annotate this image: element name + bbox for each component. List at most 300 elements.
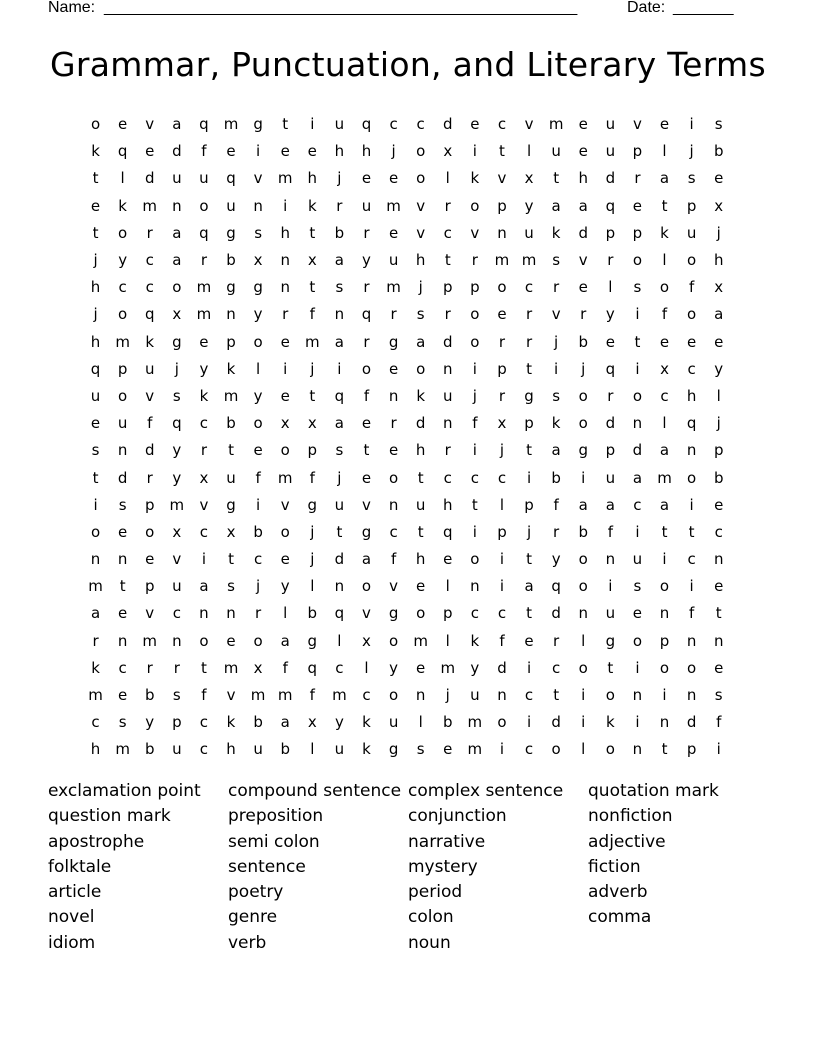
grid-letter[interactable]: h [226, 740, 236, 759]
grid-letter[interactable]: f [607, 522, 613, 541]
grid-letter[interactable]: b [226, 414, 236, 433]
grid-letter[interactable]: o [632, 631, 643, 650]
grid-letter[interactable]: v [145, 115, 155, 134]
grid-letter[interactable]: o [687, 251, 697, 270]
grid-letter[interactable]: k [605, 713, 615, 732]
grid-letter[interactable]: m [467, 713, 483, 732]
grid-letter[interactable]: q [334, 386, 345, 405]
grid-letter[interactable]: b [334, 223, 345, 242]
grid-letter[interactable]: e [416, 577, 426, 596]
grid-letter[interactable]: e [714, 495, 724, 514]
grid-letter[interactable]: s [172, 686, 181, 705]
grid-letter[interactable]: o [551, 740, 561, 759]
grid-letter[interactable]: k [118, 196, 127, 215]
grid-letter[interactable]: a [90, 604, 101, 623]
grid-letter[interactable]: a [551, 441, 561, 460]
grid-letter[interactable]: f [363, 386, 370, 405]
grid-letter[interactable]: o [659, 658, 670, 677]
grid-letter[interactable]: k [660, 223, 669, 242]
grid-letter[interactable]: r [553, 278, 560, 297]
grid-letter[interactable]: m [169, 495, 185, 514]
grid-letter[interactable]: q [199, 223, 209, 242]
grid-letter[interactable]: q [199, 115, 209, 134]
grid-letter[interactable]: e [470, 115, 480, 134]
grid-letter[interactable]: o [361, 577, 372, 596]
grid-letter[interactable]: a [172, 223, 182, 242]
grid-letter[interactable]: t [607, 658, 614, 677]
grid-letter[interactable]: d [415, 414, 426, 433]
grid-letter[interactable]: c [497, 115, 507, 134]
grid-letter[interactable]: g [226, 223, 236, 242]
grid-letter[interactable]: m [115, 332, 130, 351]
grid-letter[interactable]: l [256, 359, 261, 378]
grid-letter[interactable]: a [551, 196, 561, 215]
grid-letter[interactable]: h [415, 251, 426, 270]
grid-letter[interactable]: t [634, 332, 641, 351]
grid-letter[interactable]: t [688, 522, 695, 541]
grid-letter[interactable]: i [499, 550, 505, 569]
grid-letter[interactable]: d [605, 414, 616, 433]
grid-letter[interactable]: e [280, 550, 290, 569]
grid-letter[interactable]: b [551, 468, 561, 487]
grid-letter[interactable]: a [172, 115, 182, 134]
grid-letter[interactable]: n [253, 196, 263, 215]
grid-letter[interactable]: x [497, 414, 507, 433]
grid-letter[interactable]: e [361, 169, 372, 188]
grid-letter[interactable]: l [581, 631, 586, 650]
grid-letter[interactable]: c [470, 468, 479, 487]
grid-letter[interactable]: y [551, 550, 561, 569]
grid-letter[interactable]: x [226, 522, 236, 541]
grid-letter[interactable]: o [416, 604, 426, 623]
grid-letter[interactable]: v [145, 386, 155, 405]
grid-letter[interactable]: e [714, 332, 724, 351]
grid-letter[interactable]: t [282, 115, 289, 134]
grid-letter[interactable]: s [552, 386, 561, 405]
grid-letter[interactable]: n [686, 631, 697, 650]
grid-letter[interactable]: t [661, 522, 668, 541]
grid-letter[interactable]: g [253, 278, 263, 297]
grid-letter[interactable]: u [605, 468, 616, 487]
grid-letter[interactable]: e [686, 332, 697, 351]
grid-letter[interactable]: t [553, 686, 560, 705]
grid-letter[interactable]: t [553, 169, 560, 188]
grid-letter[interactable]: f [255, 468, 261, 487]
grid-letter[interactable]: t [715, 604, 722, 623]
grid-letter[interactable]: k [145, 332, 155, 351]
grid-letter[interactable]: d [172, 142, 182, 161]
grid-letter[interactable]: r [336, 196, 343, 215]
grid-letter[interactable]: n [659, 713, 670, 732]
grid-letter[interactable]: c [389, 522, 398, 541]
grid-letter[interactable]: p [659, 631, 670, 650]
grid-letter[interactable]: u [172, 577, 182, 596]
grid-letter[interactable]: c [91, 713, 100, 732]
grid-letter[interactable]: g [388, 604, 399, 623]
grid-letter[interactable]: l [283, 604, 288, 623]
grid-letter[interactable]: h [307, 169, 318, 188]
grid-letter[interactable]: s [714, 686, 723, 705]
grid-letter[interactable]: c [118, 658, 127, 677]
grid-letter[interactable]: o [578, 658, 588, 677]
grid-letter[interactable]: u [470, 686, 480, 705]
grid-letter[interactable]: o [361, 359, 372, 378]
grid-letter[interactable]: u [551, 142, 561, 161]
grid-letter[interactable]: j [93, 305, 98, 324]
grid-letter[interactable]: t [661, 196, 668, 215]
grid-letter[interactable]: f [499, 631, 505, 650]
grid-letter[interactable]: h [90, 278, 101, 297]
grid-letter[interactable]: s [335, 278, 344, 297]
grid-letter[interactable]: t [92, 223, 99, 242]
grid-letter[interactable]: v [416, 223, 426, 242]
grid-letter[interactable]: r [200, 441, 207, 460]
grid-letter[interactable]: j [689, 142, 694, 161]
grid-letter[interactable]: i [526, 658, 532, 677]
grid-letter[interactable]: a [334, 332, 344, 351]
grid-letter[interactable]: n [443, 359, 453, 378]
grid-letter[interactable]: f [147, 414, 153, 433]
grid-letter[interactable]: e [118, 604, 128, 623]
grid-letter[interactable]: k [226, 713, 236, 732]
grid-letter[interactable]: r [607, 251, 614, 270]
grid-letter[interactable]: l [337, 631, 342, 650]
grid-letter[interactable]: t [417, 522, 424, 541]
grid-letter[interactable]: y [605, 305, 615, 324]
grid-letter[interactable]: i [635, 658, 640, 677]
name-line[interactable]: _______________________________________________________ [104, 0, 577, 16]
grid-letter[interactable]: m [386, 278, 401, 297]
grid-letter[interactable]: i [283, 196, 288, 215]
grid-letter[interactable]: g [253, 115, 263, 134]
grid-letter[interactable]: n [686, 686, 697, 705]
grid-letter[interactable]: p [117, 359, 128, 378]
grid-letter[interactable]: m [304, 332, 320, 351]
grid-letter[interactable]: c [335, 658, 344, 677]
grid-letter[interactable]: p [226, 332, 236, 351]
grid-letter[interactable]: o [253, 631, 263, 650]
grid-letter[interactable]: n [578, 604, 588, 623]
grid-letter[interactable]: y [172, 441, 182, 460]
grid-letter[interactable]: y [145, 713, 155, 732]
grid-letter[interactable]: n [172, 631, 182, 650]
grid-letter[interactable]: x [714, 278, 724, 297]
grid-letter[interactable]: o [659, 278, 670, 297]
grid-letter[interactable]: o [470, 305, 480, 324]
grid-letter[interactable]: l [445, 631, 450, 650]
grid-letter[interactable]: c [687, 550, 696, 569]
grid-letter[interactable]: k [307, 196, 317, 215]
grid-letter[interactable]: i [337, 359, 342, 378]
grid-letter[interactable]: r [525, 332, 533, 351]
grid-letter[interactable]: q [226, 169, 236, 188]
grid-letter[interactable]: l [310, 740, 315, 759]
grid-letter[interactable]: b [713, 468, 724, 487]
grid-letter[interactable]: u [605, 604, 616, 623]
grid-letter[interactable]: c [660, 386, 669, 405]
grid-letter[interactable]: i [635, 305, 640, 324]
grid-letter[interactable]: q [443, 522, 453, 541]
grid-letter[interactable]: e [497, 305, 507, 324]
grid-letter[interactable]: i [689, 495, 694, 514]
grid-letter[interactable]: n [334, 305, 345, 324]
grid-letter[interactable]: g [388, 332, 399, 351]
grid-letter[interactable]: r [363, 223, 370, 242]
grid-letter[interactable]: i [635, 522, 640, 541]
grid-letter[interactable]: j [418, 278, 423, 297]
grid-letter[interactable]: n [280, 251, 290, 270]
grid-letter[interactable]: o [118, 223, 128, 242]
grid-letter[interactable]: p [686, 196, 697, 215]
grid-letter[interactable]: i [256, 495, 261, 514]
grid-letter[interactable]: l [662, 414, 667, 433]
grid-letter[interactable]: i [201, 550, 206, 569]
grid-letter[interactable]: c [389, 115, 398, 134]
grid-letter[interactable]: v [362, 604, 371, 623]
grid-letter[interactable]: b [307, 604, 318, 623]
grid-letter[interactable]: g [578, 441, 588, 460]
grid-letter[interactable]: n [497, 686, 507, 705]
grid-letter[interactable]: m [250, 686, 266, 705]
grid-letter[interactable]: u [334, 495, 345, 514]
grid-letter[interactable]: i [499, 577, 505, 596]
grid-letter[interactable]: o [172, 278, 182, 297]
grid-letter[interactable]: o [388, 631, 399, 650]
grid-letter[interactable]: q [172, 414, 182, 433]
grid-letter[interactable]: r [363, 332, 370, 351]
grid-letter[interactable]: v [632, 115, 642, 134]
grid-letter[interactable]: e [307, 142, 317, 161]
grid-letter[interactable]: r [498, 386, 506, 405]
grid-letter[interactable]: p [443, 278, 453, 297]
grid-letter[interactable]: r [498, 332, 506, 351]
grid-letter[interactable]: a [199, 577, 209, 596]
grid-letter[interactable]: e [659, 332, 670, 351]
grid-letter[interactable]: i [256, 142, 261, 161]
grid-letter[interactable]: o [253, 414, 263, 433]
grid-letter[interactable]: i [526, 713, 532, 732]
grid-letter[interactable]: f [472, 414, 478, 433]
grid-letter[interactable]: b [713, 142, 724, 161]
grid-letter[interactable]: m [223, 386, 239, 405]
grid-letter[interactable]: n [632, 414, 643, 433]
grid-letter[interactable]: t [92, 468, 99, 487]
grid-letter[interactable]: d [686, 713, 697, 732]
grid-letter[interactable]: b [578, 522, 588, 541]
grid-letter[interactable]: o [388, 686, 399, 705]
grid-letter[interactable]: t [444, 251, 451, 270]
grid-letter[interactable]: m [277, 468, 293, 487]
grid-letter[interactable]: k [416, 386, 426, 405]
grid-letter[interactable]: j [310, 550, 315, 569]
grid-letter[interactable]: h [90, 740, 101, 759]
grid-letter[interactable]: r [200, 251, 207, 270]
grid-letter[interactable]: u [172, 169, 182, 188]
grid-letter[interactable]: m [657, 468, 672, 487]
grid-letter[interactable]: r [92, 631, 99, 650]
grid-letter[interactable]: s [552, 251, 561, 270]
grid-letter[interactable]: k [362, 740, 371, 759]
grid-letter[interactable]: j [472, 386, 477, 405]
grid-letter[interactable]: p [144, 495, 155, 514]
grid-letter[interactable]: i [581, 713, 586, 732]
grid-letter[interactable]: o [145, 522, 155, 541]
grid-letter[interactable]: r [146, 658, 153, 677]
grid-letter[interactable]: d [551, 713, 561, 732]
grid-letter[interactable]: k [551, 414, 561, 433]
grid-letter[interactable]: j [581, 359, 586, 378]
grid-letter[interactable]: x [362, 631, 371, 650]
grid-letter[interactable]: x [660, 359, 669, 378]
grid-letter[interactable]: q [361, 305, 372, 324]
grid-letter[interactable]: d [117, 468, 128, 487]
grid-letter[interactable]: c [443, 223, 452, 242]
grid-letter[interactable]: n [117, 631, 128, 650]
grid-letter[interactable]: e [578, 142, 588, 161]
grid-letter[interactable]: e [578, 278, 588, 297]
grid-letter[interactable]: d [497, 658, 507, 677]
grid-letter[interactable]: f [688, 604, 695, 623]
grid-letter[interactable]: o [687, 468, 697, 487]
grid-letter[interactable]: n [172, 196, 182, 215]
grid-letter[interactable]: x [307, 713, 317, 732]
grid-letter[interactable]: j [174, 359, 179, 378]
grid-letter[interactable]: r [553, 631, 560, 650]
grid-letter[interactable]: l [581, 740, 586, 759]
grid-letter[interactable]: f [716, 713, 722, 732]
grid-letter[interactable]: y [470, 658, 480, 677]
grid-letter[interactable]: t [526, 441, 532, 460]
grid-letter[interactable]: m [115, 740, 130, 759]
grid-letter[interactable]: j [526, 522, 532, 541]
grid-letter[interactable]: k [199, 386, 209, 405]
grid-letter[interactable]: h [334, 142, 345, 161]
grid-letter[interactable]: a [605, 495, 615, 514]
grid-letter[interactable]: v [199, 495, 209, 514]
grid-letter[interactable]: v [145, 604, 155, 623]
grid-letter[interactable]: m [196, 278, 212, 297]
grid-letter[interactable]: x [253, 251, 263, 270]
grid-letter[interactable]: e [388, 441, 399, 460]
grid-letter[interactable]: x [714, 196, 724, 215]
grid-letter[interactable]: y [118, 251, 128, 270]
grid-letter[interactable]: e [388, 223, 399, 242]
grid-letter[interactable]: l [526, 142, 532, 161]
grid-letter[interactable]: a [659, 441, 670, 460]
grid-letter[interactable]: t [526, 359, 532, 378]
grid-letter[interactable]: t [417, 468, 424, 487]
grid-letter[interactable]: p [443, 604, 453, 623]
grid-letter[interactable]: e [605, 332, 615, 351]
grid-letter[interactable]: o [470, 332, 480, 351]
grid-letter[interactable]: e [253, 441, 263, 460]
grid-letter[interactable]: a [578, 196, 588, 215]
grid-letter[interactable]: u [117, 414, 128, 433]
grid-letter[interactable]: d [443, 332, 453, 351]
grid-letter[interactable]: c [145, 278, 154, 297]
grid-letter[interactable]: f [282, 658, 288, 677]
grid-letter[interactable]: u [361, 196, 372, 215]
grid-letter[interactable]: c [497, 468, 507, 487]
grid-letter[interactable]: r [471, 251, 478, 270]
grid-letter[interactable]: s [172, 386, 181, 405]
grid-letter[interactable]: q [551, 577, 561, 596]
grid-letter[interactable]: x [253, 658, 263, 677]
grid-letter[interactable]: u [226, 468, 236, 487]
grid-letter[interactable]: i [554, 359, 559, 378]
grid-letter[interactable]: y [199, 359, 209, 378]
grid-letter[interactable]: d [578, 223, 588, 242]
grid-letter[interactable]: r [444, 305, 451, 324]
grid-letter[interactable]: b [144, 740, 155, 759]
grid-letter[interactable]: m [467, 740, 483, 759]
grid-letter[interactable]: e [361, 468, 372, 487]
grid-letter[interactable]: v [578, 251, 588, 270]
grid-letter[interactable]: n [388, 495, 399, 514]
grid-letter[interactable]: u [388, 713, 399, 732]
grid-letter[interactable]: f [201, 686, 207, 705]
grid-letter[interactable]: m [440, 658, 456, 677]
grid-letter[interactable]: e [90, 196, 101, 215]
grid-letter[interactable]: l [716, 386, 721, 405]
grid-letter[interactable]: p [307, 441, 318, 460]
grid-letter[interactable]: p [632, 142, 643, 161]
grid-letter[interactable]: u [334, 115, 345, 134]
grid-letter[interactable]: x [307, 414, 317, 433]
grid-letter[interactable]: o [578, 550, 588, 569]
grid-letter[interactable]: m [548, 115, 564, 134]
grid-letter[interactable]: t [363, 441, 370, 460]
grid-letter[interactable]: j [310, 359, 315, 378]
grid-letter[interactable]: k [362, 713, 371, 732]
grid-letter[interactable]: d [334, 550, 345, 569]
grid-letter[interactable]: v [551, 305, 561, 324]
grid-letter[interactable]: r [146, 223, 153, 242]
grid-letter[interactable]: o [578, 577, 588, 596]
grid-letter[interactable]: q [605, 359, 616, 378]
grid-letter[interactable]: c [497, 604, 507, 623]
date-line[interactable]: _______ [673, 0, 734, 16]
grid-letter[interactable]: q [144, 305, 155, 324]
grid-letter[interactable]: o [280, 441, 290, 460]
grid-letter[interactable]: q [605, 196, 616, 215]
grid-letter[interactable]: u [415, 495, 426, 514]
grid-letter[interactable]: l [608, 278, 613, 297]
grid-letter[interactable]: h [280, 223, 290, 242]
grid-letter[interactable]: u [226, 196, 236, 215]
grid-letter[interactable]: s [335, 441, 344, 460]
grid-letter[interactable]: k [226, 359, 236, 378]
grid-letter[interactable]: t [309, 386, 316, 405]
grid-letter[interactable]: l [310, 577, 315, 596]
grid-letter[interactable]: c [118, 278, 127, 297]
grid-letter[interactable]: c [199, 414, 209, 433]
grid-letter[interactable]: c [253, 550, 263, 569]
grid-letter[interactable]: v [362, 495, 371, 514]
grid-letter[interactable]: m [142, 196, 158, 215]
grid-letter[interactable]: n [388, 386, 399, 405]
grid-letter[interactable]: j [256, 577, 261, 596]
grid-letter[interactable]: t [309, 278, 316, 297]
grid-letter[interactable]: u [524, 223, 534, 242]
grid-letter[interactable]: p [713, 441, 724, 460]
grid-letter[interactable]: y [524, 196, 534, 215]
grid-letter[interactable]: t [119, 577, 126, 596]
grid-letter[interactable]: l [120, 169, 125, 188]
grid-letter[interactable]: o [605, 740, 615, 759]
grid-letter[interactable]: x [443, 142, 453, 161]
grid-letter[interactable]: x [524, 169, 534, 188]
